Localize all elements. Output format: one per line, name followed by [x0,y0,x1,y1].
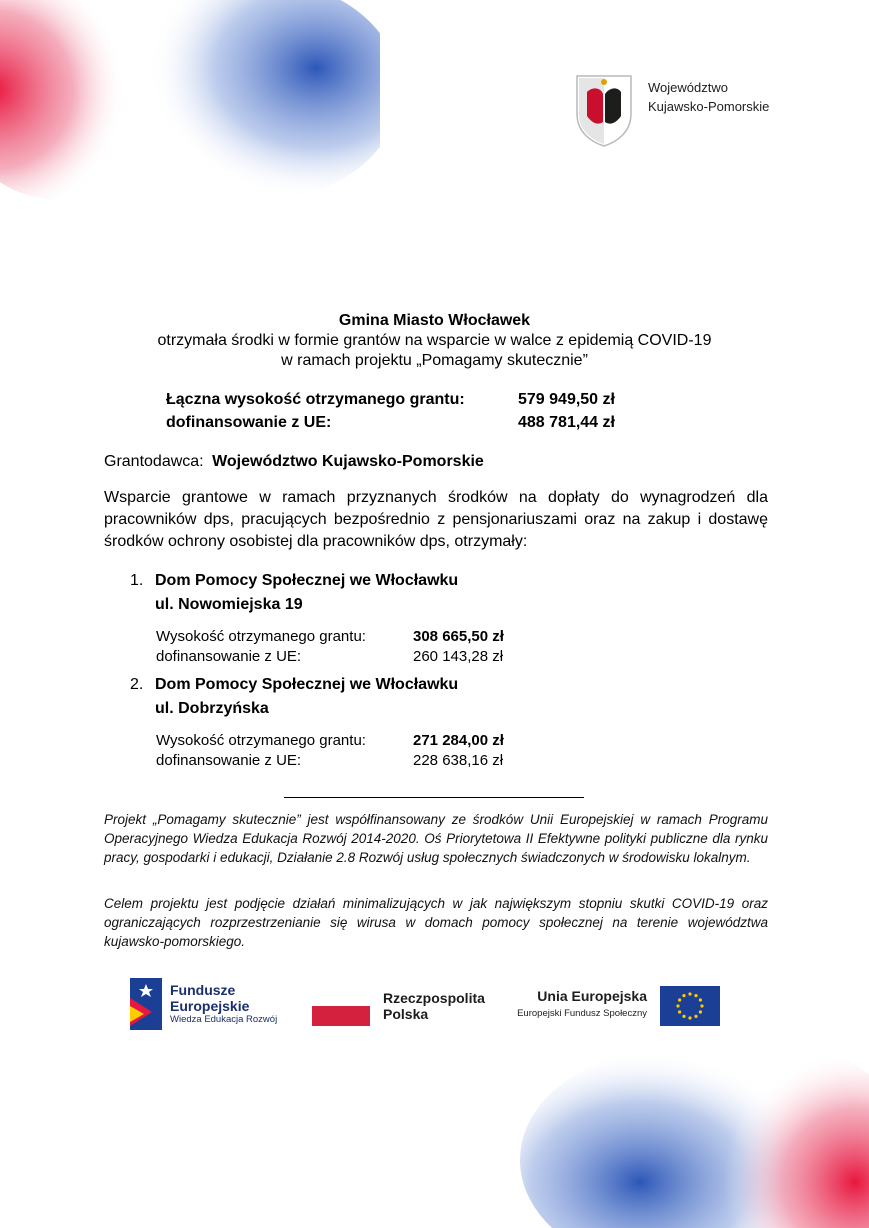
footer-paragraph-2: Celem projektu jest podjęcie działań minimalizujących w jak największym stopniu skutki COVID-19 oraz ograniczających rozprzestrzenianie się wirusa w domach pomocy społecznej na terenie województwa kujawsko-pomorskiego. [104,896,768,949]
coat-of-arms-icon [573,70,635,148]
item-values [156,627,504,667]
fe-sub: Wiedza Edukacja Rozwój [170,1014,278,1025]
rp-line2: Polska [383,1006,429,1022]
grant-summary [166,388,615,434]
item-eu-value: 228 638,16 zł [413,752,504,769]
item-grant-value: 308 665,50 zł [413,628,504,645]
separator-line [284,797,584,798]
item-name: Dom Pomocy Społecznej we Włocławku [155,572,459,589]
polish-flag-icon [312,1006,370,1026]
grantor-label: Grantodawca: [104,453,204,470]
item-address: ul. Nowomiejska 19 [155,596,303,613]
item-grant-label: Wysokość otrzymanego grantu: [156,628,366,645]
fundusze-europejskie-icon [130,978,162,1030]
summary-eu-row [166,411,615,434]
item-eu-label: dofinansowanie z UE: [156,648,302,665]
decorative-gradient-bottom-right [500,1040,869,1228]
funding-logos-bar [0,970,869,1040]
heading-line3: w ramach projektu „Pomagamy skutecznie” [281,352,588,369]
eu-flag-icon [660,986,720,1026]
item-eu-value: 260 143,28 zł [413,648,504,665]
item-grant-value: 271 284,00 zł [413,732,504,749]
summary-total-label: Łączna wysokość otrzymanego grantu: [166,391,465,408]
fe-line1: Fundusze [170,982,236,998]
announcement-heading [0,311,869,371]
ue-sub: Europejski Fundusz Społeczny [517,1008,647,1019]
rp-line1: Rzeczpospolita [383,990,485,1006]
grantor [104,453,484,471]
decorative-gradient-top-left [0,0,380,215]
item-grant-label: Wysokość otrzymanego grantu: [156,732,366,749]
summary-eu-label: dofinansowanie z UE: [166,414,332,431]
region-logo [573,70,793,150]
rp-logo-text [383,990,485,1022]
fe-logo-text [170,982,249,1014]
item-number: 1. [130,572,144,589]
region-name-line2: Kujawsko-Pomorskie [648,99,770,114]
region-name-line1: Województwo [648,80,728,95]
heading-title: Gmina Miasto Włocławek [338,312,531,329]
item-name: Dom Pomocy Społecznej we Włocławku [155,676,459,693]
item-number: 2. [130,676,144,693]
item-values [156,731,504,771]
grantor-value: Województwo Kujawsko-Pomorskie [212,453,484,470]
heading-line2: otrzymała środki w formie grantów na wsparcie w walce z epidemią COVID-19 [157,332,712,349]
item-address: ul. Dobrzyńska [155,700,269,717]
item-eu-label: dofinansowanie z UE: [156,752,302,769]
fe-line2: Europejskie [170,998,250,1014]
intro-paragraph: Wsparcie grantowe w ramach przyznanych środków na dopłaty do wynagrodzeń dla pracowników dps, pracujących bezpośrednio z pensjonariuszami oraz na zakup i dostawę środków ochrony osobistej dla pracowników dps, otrzymały: [104,489,768,550]
footer-paragraph-1: Projekt „Pomagamy skutecznie” jest współfinansowany ze środków Unii Europejskiej w ramach Programu Operacyjnego Wiedza Edukacja Rozwój 2014-2020. Oś Priorytetowa II Efektywne polityki publiczne dla rynku pracy, gospodarki i edukacji, Działanie 2.8 Rozwój usług społecznych świadczonych w środowisku lokalnym. [104,812,768,865]
summary-total-row [166,388,615,411]
ue-title: Unia Europejska [537,988,647,1004]
summary-eu-value: 488 781,44 zł [518,414,615,431]
summary-total-value: 579 949,50 zł [518,391,615,408]
